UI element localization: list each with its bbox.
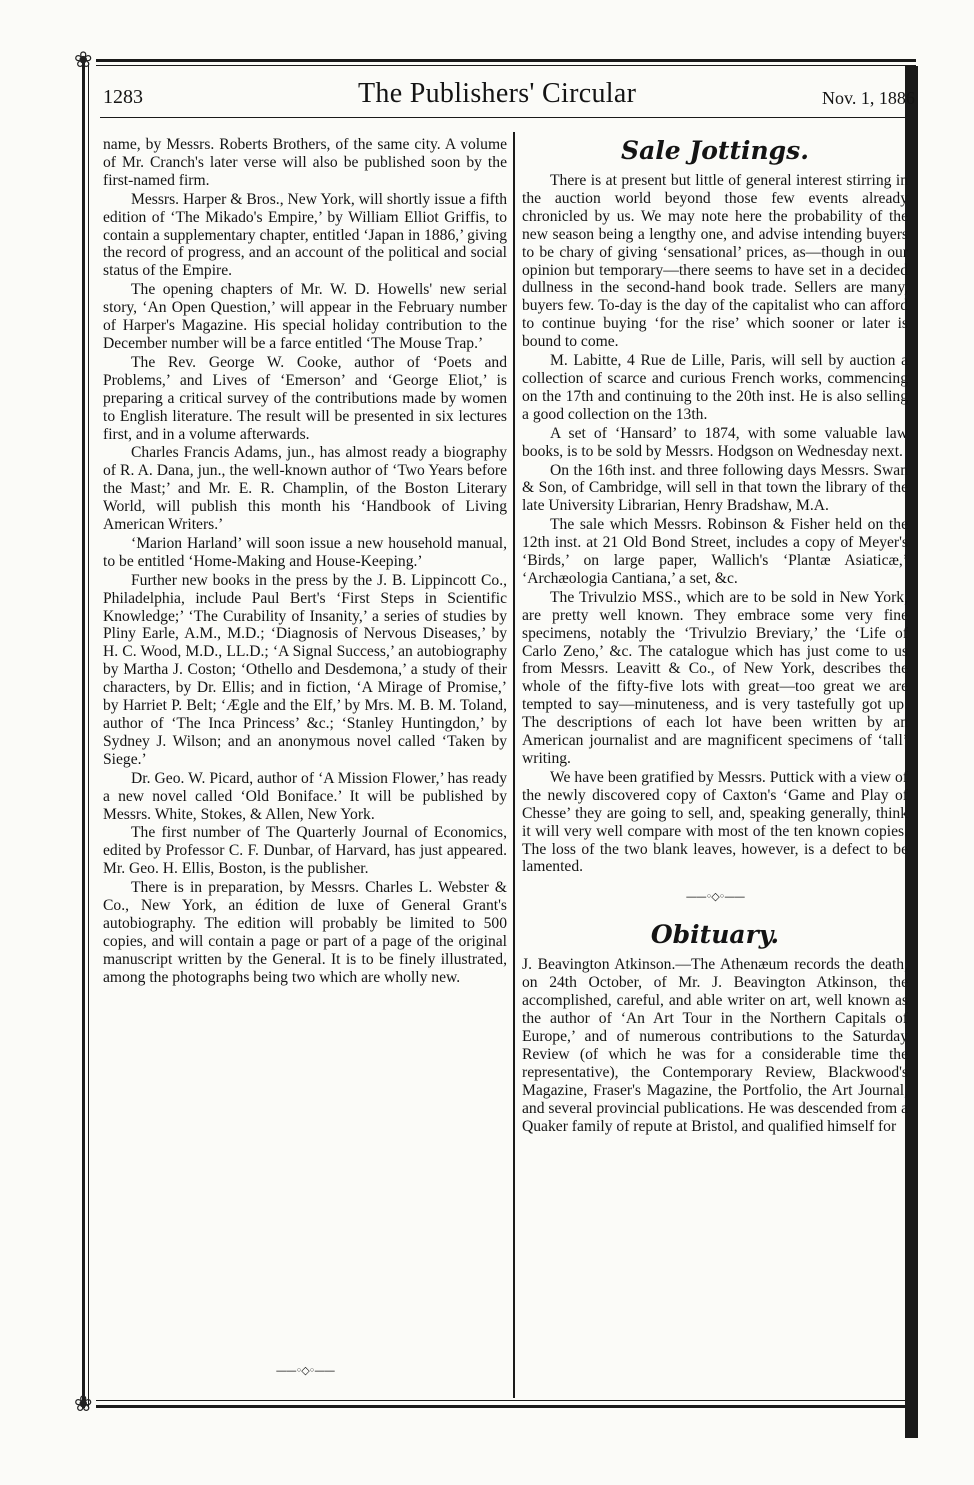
article-paragraph: ‘Marion Harland’ will soon issue a new household manual, to be entitled ‘Home-Making and House-Keeping.’ [103, 534, 507, 570]
sale-paragraph: The sale which Messrs. Robinson & Fisher held on the 12th inst. at 21 Old Bond Street, includes a copy of Meyer's ‘Birds,’ on large paper, Wallich's ‘Plantæ Asiaticæ,’ ‘Archæologia Cantiana,’ a set, &c. [522, 516, 908, 587]
right-column [522, 136, 908, 1136]
separator-ornament: ——◦◇◦—— [275, 1364, 335, 1377]
page-date: Nov. 1, 1886 [822, 88, 915, 108]
sale-paragraph: A set of ‘Hansard’ to 1874, with some valuable law books, is to be sold by Messrs. Hodgson on Wednesday next. [522, 424, 908, 460]
frame-bottom-rule-thin [96, 1400, 916, 1401]
sale-paragraph: M. Labitte, 4 Rue de Lille, Paris, will sell by auction a collection of scarce and curious French works, commencing on the 17th and continuing to the 20th inst. He is also selling a good collection on the 13th. [522, 352, 908, 423]
separator-ornament: ——◦◇◦—— [685, 890, 745, 904]
frame-top-rule-thin [96, 65, 916, 66]
sale-paragraph: On the 16th inst. and three following days Messrs. Swan & Son, of Cambridge, will sell in that town the library of the late University Librarian, Henry Bradshaw, M.A. [522, 461, 908, 515]
page-number: 1283 [103, 86, 143, 108]
sale-jottings-heading: Sale Jottings. [621, 136, 809, 165]
article-paragraph: The Rev. George W. Cooke, author of ‘Poets and Problems,’ and Lives of ‘Emerson’ and ‘George Eliot,’ is preparing a critical survey of the contributions made by women to English literature. The result will be presented in six lectures first, and in a volume afterwards. [103, 353, 507, 443]
corner-ornament-bottom: ❀ [74, 1392, 93, 1417]
article-paragraph: There is in preparation, by Messrs. Charles L. Webster & Co., New York, an édition de luxe of General Grant's autobiography. The edition will probably be limited to 500 copies, and will contain a page or part of a page of the original manuscript written by the General. It is to be finely illustrated, among the photographs being two which are wholly new. [103, 879, 507, 986]
obituary-heading: Obituary. [650, 920, 780, 950]
running-title: The Publishers' Circular [358, 78, 637, 109]
article-paragraph: Further new books in the press by the J. B. Lippincott Co., Philadelphia, include Paul Bert's ‘First Steps in Scientific Knowledge;’ ‘The Curability of Insanity,’ a series of studies by Pliny Earle, A.M., M.D.; ‘Diagnosis of Nervous Diseases,’ by H. C. Wood, M.D., LL.D.; ‘A Signal Success,’ an autobiography by Martha J. Coston; ‘Othello and Desdemona,’ a study of their characters, by Dr. Ellis; and in fiction, ‘A Mirage of Promise,’ by Harriet P. Belt; ‘Ægle and the Elf,’ by Mrs. M. B. M. Toland, author of ‘The Inca Princess’ &c.; ‘Stanley Huntingdon,’ by Sydney J. Wilson; and an anonymous novel called ‘Taken by Siege.’ [103, 571, 507, 768]
obituary-paragraph: J. Beavington Atkinson.—The Athenæum records the death, on 24th October, of Mr. J. Beavington Atkinson, the accomplished, careful, and able writer on art, well known as the author of ‘An Art Tour in the Northern Capitals of Europe,’ and of numerous contributions to the Saturday Review (of which he was for a considerable time the representative), the Contemporary Review, Blackwood's Magazine, Fraser's Magazine, the Portfolio, the Art Journal, and several provincial publications. He was descended from a Quaker family of repute at Bristol, and qualified himself for [522, 956, 908, 1135]
sale-paragraph: The Trivulzio MSS., which are to be sold in New York, are pretty well known. They embrace some very fine specimens, notably the ‘Trivulzio Breviary,’ the ‘Life of Carlo Zeno,’ &c. The catalogue which has just come to us from Messrs. Leavitt & Co., of New York, describes the whole of the fifty-five lots with great—too great we are tempted to say—minuteness, and is very tastefully got up. The descriptions of each lot have been written by an American journalist and are magnificent specimens of ‘tall’ writing. [522, 588, 908, 767]
sale-paragraph: We have been gratified by Messrs. Puttick with a view of the newly discovered copy of Caxton's ‘Game and Play of Chesse’ they are going to sell, and, speaking generally, think it will very well compare with most of the ten known copies. The loss of the two blank leaves, however, is a defect to be lamented. [522, 768, 908, 876]
column-divider [513, 132, 515, 1398]
sale-paragraph: There is at present but little of general interest stirring in the auction world beyond those few events already chronicled by us. We may note here the probability of the new season being a lengthy one, and advise intending buyers to be chary of giving ‘sensational’ prices, as—though in our opinion but temporary—there seems to have set in a decided dullness in the second-hand book trade. Sellers are many, buyers few. To-day is the day of the capitalist who can afford to continue buying ‘for the rise’ which sooner or later is bound to come. [522, 172, 908, 351]
article-paragraph: The opening chapters of Mr. W. D. Howells' new serial story, ‘An Open Question,’ will appear in the February number of Harper's Magazine. His special holiday contribution to the December number will be a farce entitled ‘The Mouse Trap.’ [103, 281, 507, 352]
frame-left-rule-thick [82, 62, 85, 1408]
header-underline [100, 117, 905, 118]
frame-top-rule-thick [96, 59, 916, 62]
article-paragraph: name, by Messrs. Roberts Brothers, of the same city. A volume of Mr. Cranch's later verse will also be published soon by the first-named firm. [103, 136, 507, 189]
article-paragraph: Charles Francis Adams, jun., has almost ready a biography of R. A. Dana, jun., the well-known author of ‘Two Years before the Mast;’ and Mr. E. R. Champlin, of the Boston Literary World, will publish this month his ‘Handbook of Living American Writers.’ [103, 444, 507, 534]
frame-left-rule-thin [88, 62, 89, 1408]
article-paragraph: The first number of The Quarterly Journal of Economics, edited by Professor C. F. Dunbar, of Harvard, has just appeared. Mr. Geo. H. Ellis, Boston, is the publisher. [103, 824, 507, 878]
article-paragraph: Messrs. Harper & Bros., New York, will shortly issue a fifth edition of ‘The Mikado's Empire,’ by William Elliot Griffis, to contain a supplementary chapter, entitled ‘Japan in 1886,’ giving the record of progress, and an account of the political and social status of the Empire. [103, 190, 507, 280]
article-paragraph: Dr. Geo. W. Picard, author of ‘A Mission Flower,’ has ready a new novel called ‘Old Boniface.’ It will be published by Messrs. White, Stokes, & Allen, New York. [103, 769, 507, 823]
frame-bottom-rule-thick [96, 1405, 916, 1408]
corner-ornament-top: ❀ [74, 48, 93, 73]
left-column [103, 136, 507, 988]
